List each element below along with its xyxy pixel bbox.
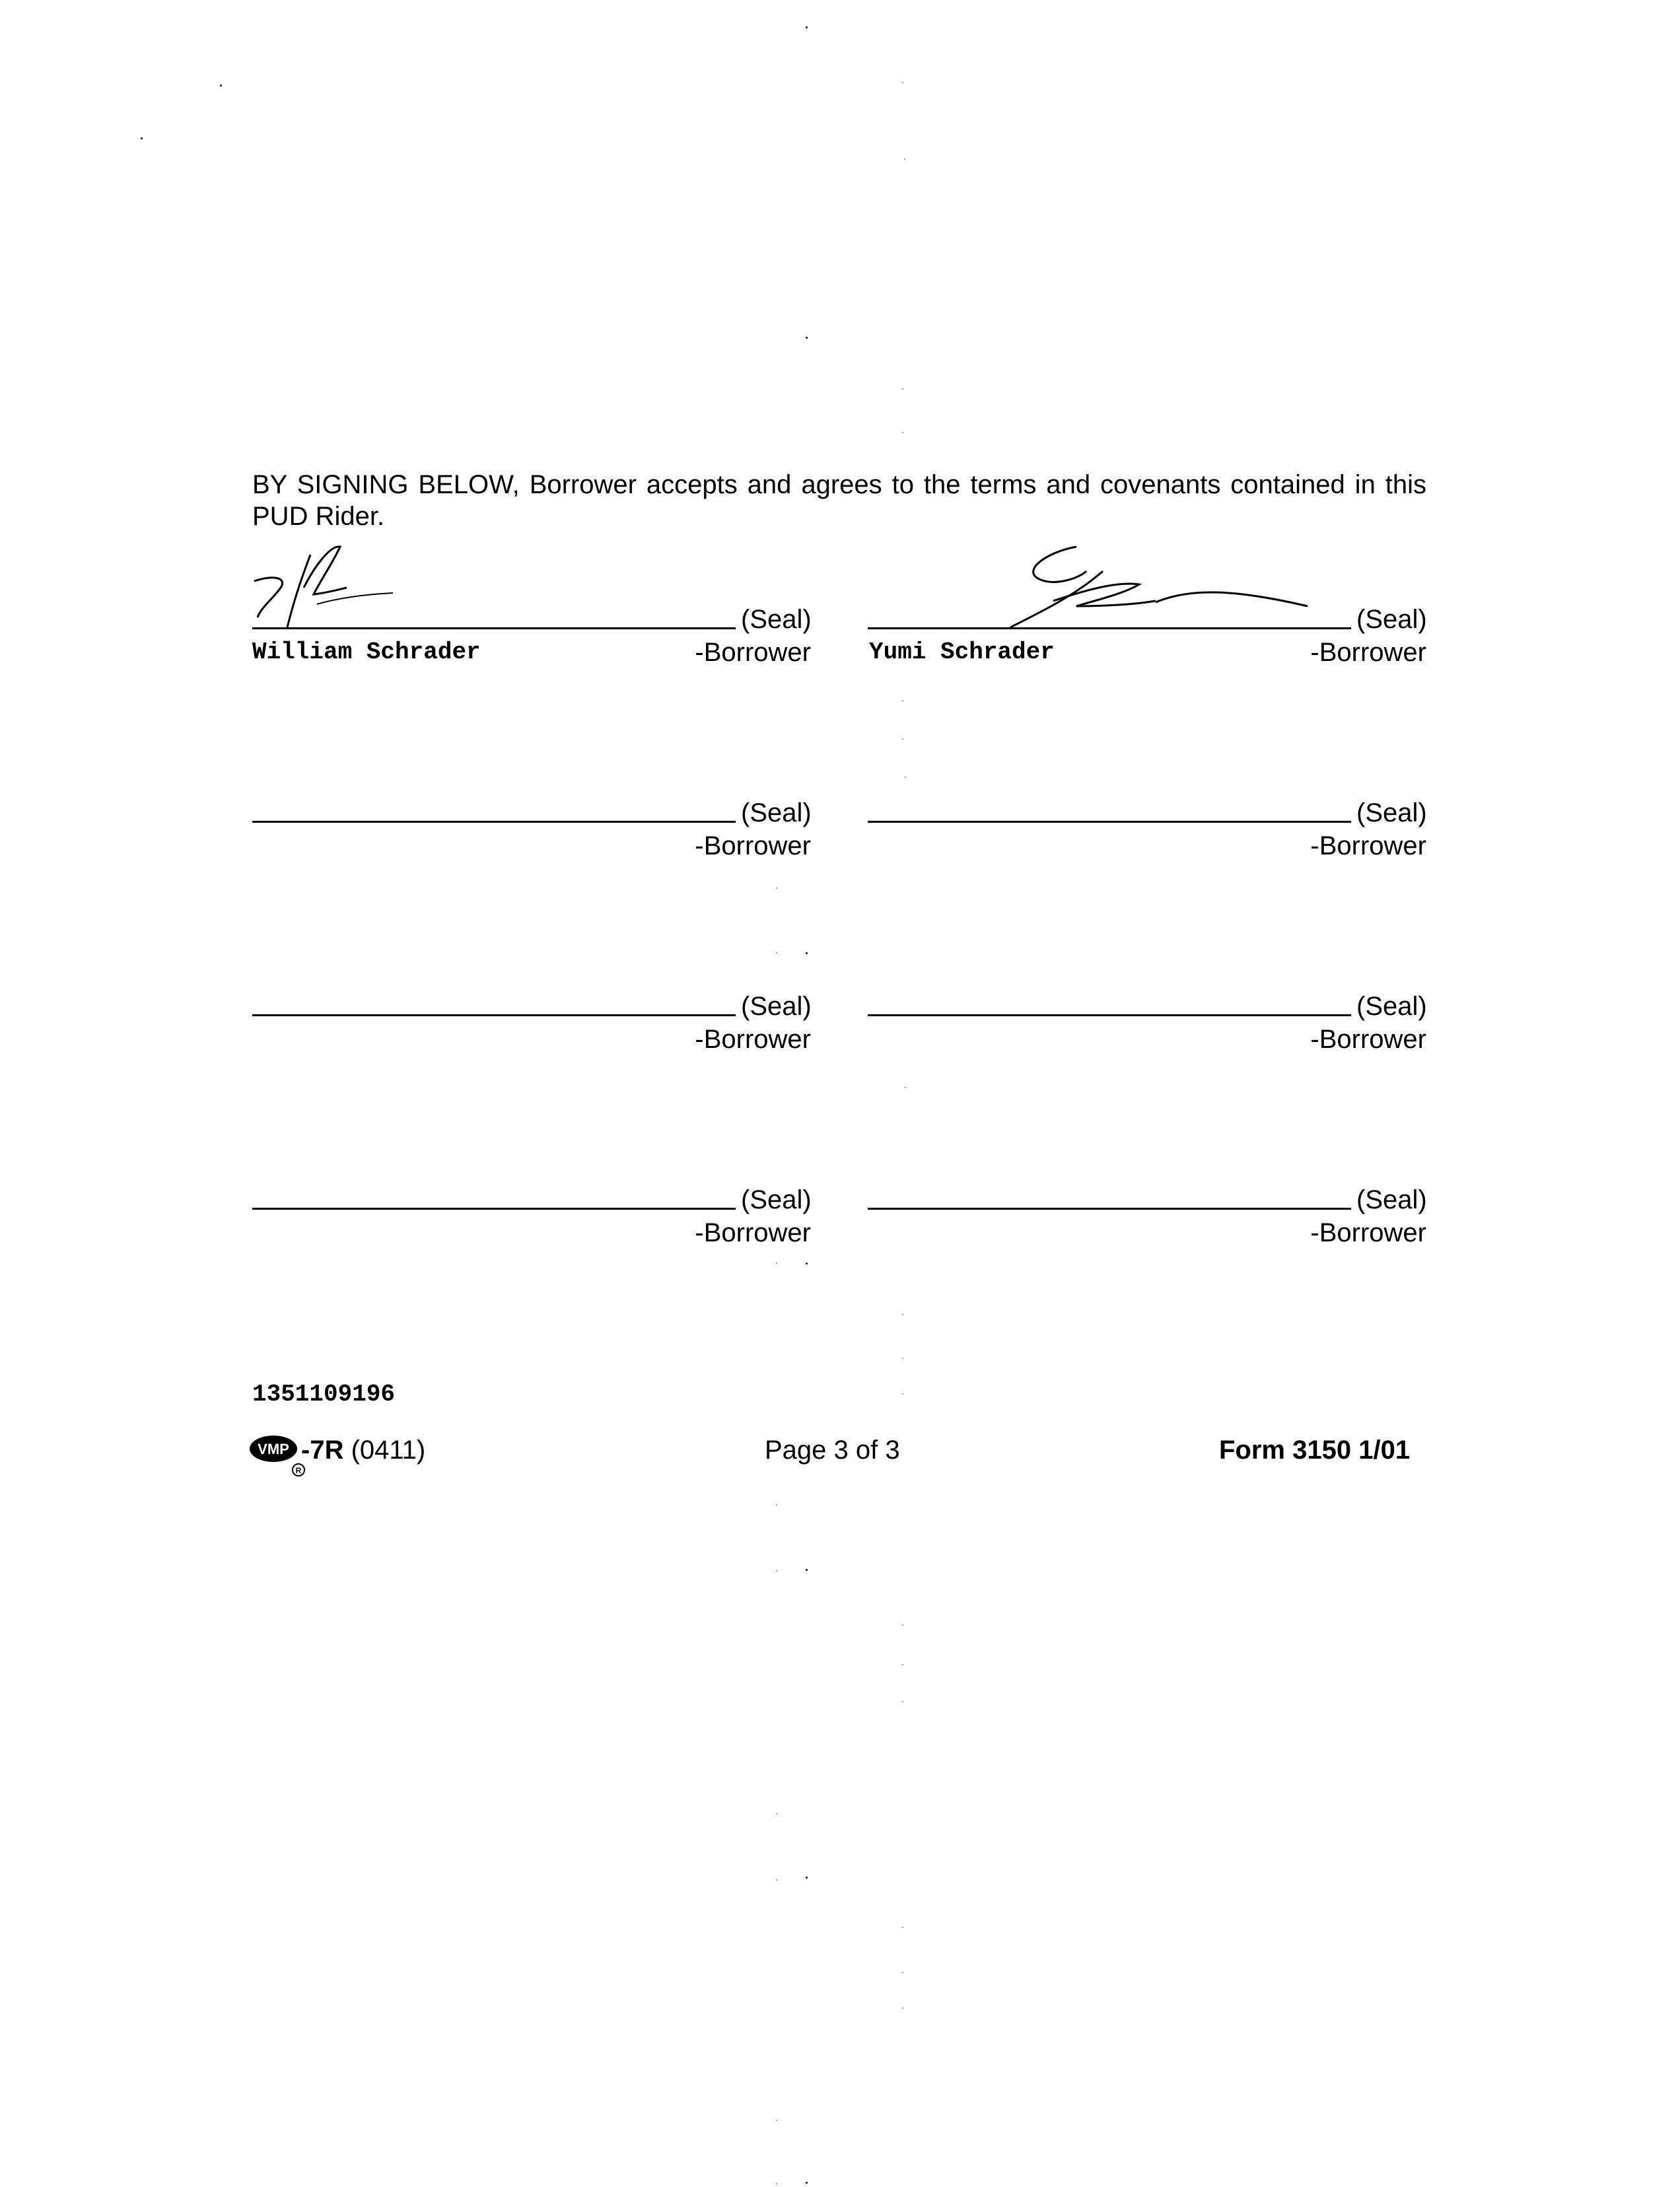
seal-label: (Seal) [1356,798,1427,827]
signature-line [868,627,1351,629]
seal-label: (Seal) [741,798,812,827]
form-revision: (0411) [351,1436,426,1465]
signer-name: William Schrader [252,639,481,666]
vmp-logo-icon [248,1432,308,1478]
vmp-logo-text: VMP [258,1441,289,1457]
form-code-main: -7R [301,1436,344,1465]
intro-paragraph: BY SIGNING BELOW, Borrower accepts and agrees to the terms and covenants contained in this PUD Rider. [252,470,1426,531]
seal-label: (Seal) [1356,1185,1427,1214]
borrower-label: -Borrower [695,831,811,860]
borrower-label: -Borrower [695,638,811,667]
borrower-label: -Borrower [695,1218,811,1247]
signature-line [868,1208,1351,1210]
signature-line [252,627,736,629]
loan-number: 1351109196 [252,1381,396,1408]
signature-william [248,541,406,634]
borrower-label: -Borrower [1310,1025,1426,1054]
signer-name: Yumi Schrader [869,639,1055,666]
seal-label: (Seal) [741,605,812,634]
signature-line [868,821,1351,823]
seal-label: (Seal) [1356,992,1427,1021]
signature-line [252,1208,736,1210]
borrower-label: -Borrower [1310,831,1426,860]
page-number: Page 3 of 3 [765,1436,900,1465]
signature-line [252,1014,736,1016]
borrower-label: -Borrower [1310,1218,1426,1247]
signature-yumi [938,541,1360,647]
signature-line [252,821,736,823]
form-code [301,1436,425,1465]
svg-text:R: R [295,1466,302,1475]
signature-line [868,1014,1351,1016]
borrower-label: -Borrower [1310,638,1426,667]
seal-label: (Seal) [1356,605,1427,634]
seal-label: (Seal) [741,1185,812,1214]
form-number: Form 3150 1/01 [1219,1436,1411,1465]
borrower-label: -Borrower [695,1025,811,1054]
seal-label: (Seal) [741,992,812,1021]
